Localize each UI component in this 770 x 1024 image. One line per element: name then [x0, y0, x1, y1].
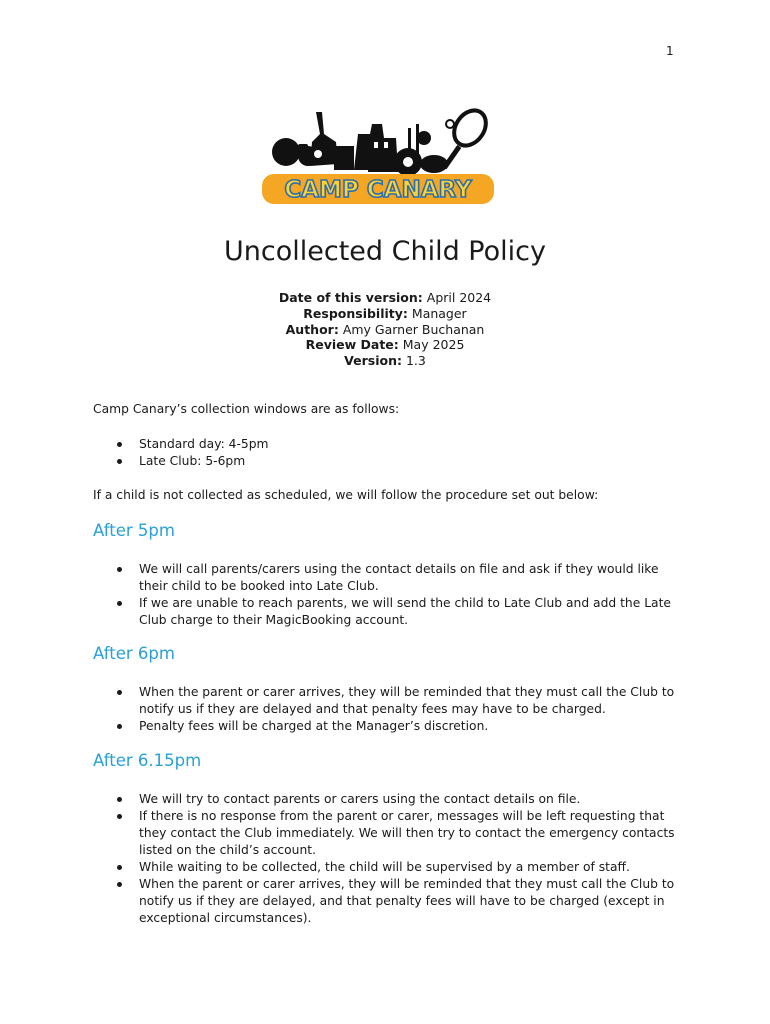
meta-label: Review Date:: [305, 337, 399, 353]
meta-value: Amy Garner Buchanan: [342, 321, 485, 337]
after-5pm-list: [116, 561, 686, 629]
meta-label: Version:: [344, 353, 402, 369]
list-item: Late Club: 5-6pm: [116, 453, 686, 470]
after-6pm-list: [116, 684, 686, 735]
page-number: 1: [666, 44, 674, 58]
section-heading-after-6pm: After 6pm: [93, 644, 175, 663]
list-item: We will try to contact parents or carers using the contact details on file.: [116, 791, 686, 808]
list-item: When the parent or carer arrives, they will be reminded that they must call the Club to notify us if they are delayed and that penalty fees may have to be charged.: [116, 684, 686, 718]
meta-value: April 2024: [426, 290, 492, 305]
list-item: Penalty fees will be charged at the Manager’s discretion.: [116, 718, 686, 735]
meta-review-date-row: [0, 337, 770, 353]
meta-value: Manager: [411, 305, 467, 321]
list-item: While waiting to be collected, the child will be supervised by a member of staff.: [116, 859, 686, 876]
procedure-intro-text: If a child is not collected as scheduled, we will follow the procedure set out below:: [93, 488, 599, 502]
after-6-15pm-list: [116, 791, 686, 927]
meta-label: Responsibility:: [303, 305, 408, 321]
meta-responsibility-row: [0, 306, 770, 322]
document-metadata: [0, 290, 770, 369]
document-title: Uncollected Child Policy: [224, 236, 546, 267]
meta-author-row: [0, 322, 770, 338]
meta-value: 1.3: [405, 353, 426, 369]
collection-windows-list: [116, 436, 686, 470]
meta-label: Date of this version:: [278, 290, 423, 305]
section-heading-after-6-15pm: After 6.15pm: [93, 751, 202, 770]
svg-text:CAMP CANARY: CAMP CANARY: [284, 177, 472, 203]
list-item: If we are unable to reach parents, we will send the child to Late Club and add the Late Club charge to their MagicBooking account.: [116, 595, 686, 629]
list-item: We will call parents/carers using the contact details on file and ask if they would like their child to be booked into Late Club.: [116, 561, 686, 595]
camp-canary-logo: [258, 94, 498, 210]
meta-date-row: [0, 290, 770, 306]
meta-version-row: [0, 353, 770, 369]
list-item: When the parent or carer arrives, they will be reminded that they must call the Club to notify us if they are delayed, and that penalty fees will have to be charged (except in exceptional circumstances).: [116, 876, 686, 927]
intro-text: Camp Canary’s collection windows are as follows:: [93, 402, 400, 416]
meta-value: May 2025: [402, 337, 465, 353]
section-heading-after-5pm: After 5pm: [93, 521, 175, 540]
list-item: Standard day: 4-5pm: [116, 436, 686, 453]
list-item: If there is no response from the parent or carer, messages will be left requesting that they contact the Club immediately. We will then try to contact the emergency contacts listed on the child’s account.: [116, 808, 686, 859]
meta-label: Author:: [285, 321, 339, 337]
